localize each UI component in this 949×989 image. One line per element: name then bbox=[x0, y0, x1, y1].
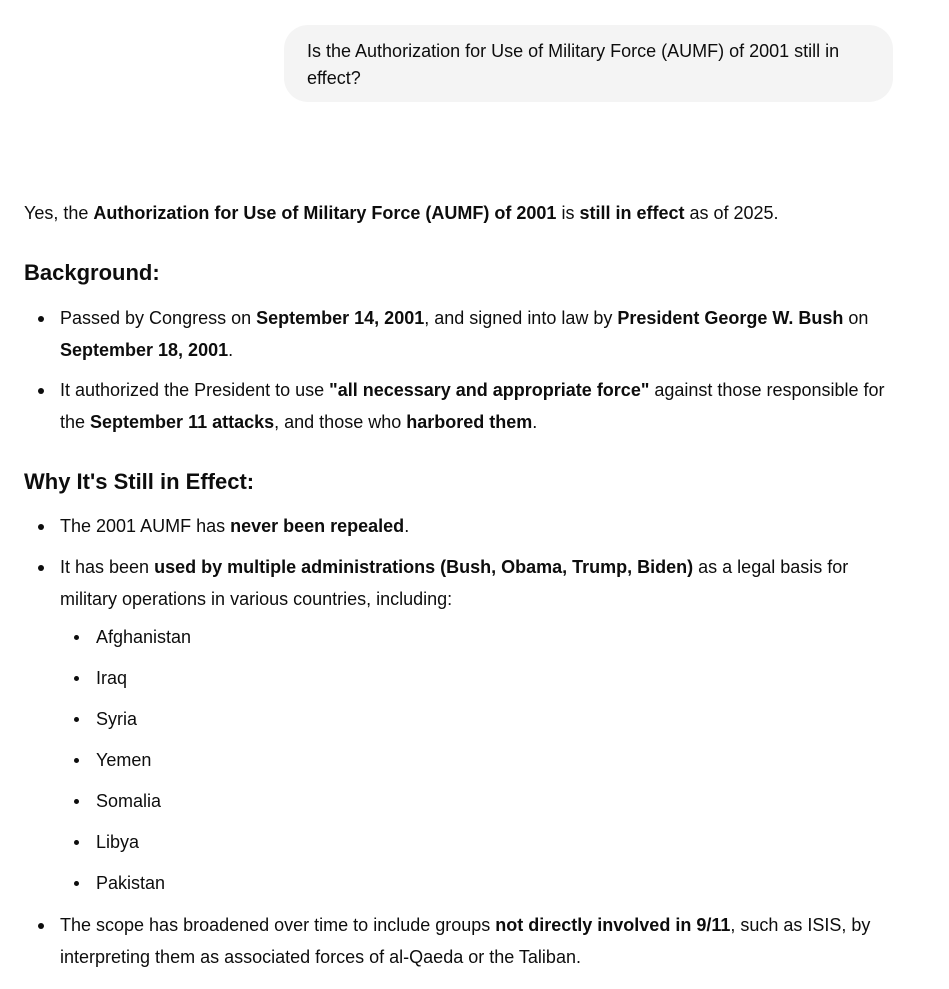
intro-bold-aumf: Authorization for Use of Military Force (AUMF) of 2001 bbox=[93, 203, 557, 223]
item-text: It authorized the President to use bbox=[60, 380, 330, 400]
country-item: Syria bbox=[60, 706, 904, 747]
item-text: . bbox=[404, 516, 410, 536]
user-message-bubble bbox=[284, 25, 893, 102]
country-item: Yemen bbox=[60, 747, 904, 788]
item-text: against those responsible for the bbox=[60, 380, 885, 432]
item-bold: harbored them bbox=[406, 412, 533, 432]
list-item bbox=[24, 909, 904, 973]
item-bold: September 18, 2001 bbox=[60, 340, 229, 360]
list-item bbox=[24, 551, 904, 911]
list-item bbox=[24, 302, 904, 366]
item-text: , and signed into law by bbox=[424, 308, 618, 328]
why-list bbox=[24, 510, 904, 973]
item-text: The scope has broadened over time to include groups bbox=[60, 915, 496, 935]
country-item: Pakistan bbox=[60, 870, 904, 911]
country-item: Somalia bbox=[60, 788, 904, 829]
item-bold: not directly involved in 9/11 bbox=[495, 915, 731, 935]
country-item: Libya bbox=[60, 829, 904, 870]
intro-text: as of 2025. bbox=[684, 203, 779, 223]
heading-why-in-effect: Why It's Still in Effect: bbox=[24, 469, 255, 494]
country-item: Iraq bbox=[60, 665, 904, 706]
item-text: , and those who bbox=[274, 412, 407, 432]
countries-list bbox=[60, 624, 904, 911]
user-message-line-2: effect? bbox=[307, 68, 361, 88]
item-bold: September 11 attacks bbox=[90, 412, 275, 432]
intro-text: is bbox=[556, 203, 580, 223]
heading-background: Background: bbox=[24, 260, 160, 285]
intro-bold-status: still in effect bbox=[579, 203, 685, 223]
item-bold: September 14, 2001 bbox=[256, 308, 425, 328]
country-item: Afghanistan bbox=[60, 624, 904, 665]
intro-paragraph bbox=[24, 200, 779, 227]
list-item bbox=[24, 374, 904, 438]
item-text: , such as ISIS, by interpreting them as associated forces of al-Qaeda or the Taliban. bbox=[60, 915, 871, 967]
item-bold: President George W. Bush bbox=[617, 308, 844, 328]
item-text: . bbox=[532, 412, 538, 432]
item-text: as a legal basis for military operations in various countries, including: bbox=[60, 557, 849, 609]
background-list bbox=[24, 302, 904, 438]
item-bold: never been repealed bbox=[230, 516, 405, 536]
item-bold: used by multiple administrations (Bush, Obama, Trump, Biden) bbox=[154, 557, 694, 577]
user-message-line-1: Is the Authorization for Use of Military Force (AUMF) of 2001 still in bbox=[307, 41, 840, 61]
item-text: . bbox=[228, 340, 234, 360]
item-text: Passed by Congress on bbox=[60, 308, 257, 328]
intro-text: Yes, the bbox=[24, 203, 94, 223]
item-bold: "all necessary and appropriate force" bbox=[329, 380, 650, 400]
item-text: on bbox=[843, 308, 869, 328]
list-item bbox=[24, 510, 904, 542]
item-text: It has been bbox=[60, 557, 155, 577]
item-text: The 2001 AUMF has bbox=[60, 516, 231, 536]
